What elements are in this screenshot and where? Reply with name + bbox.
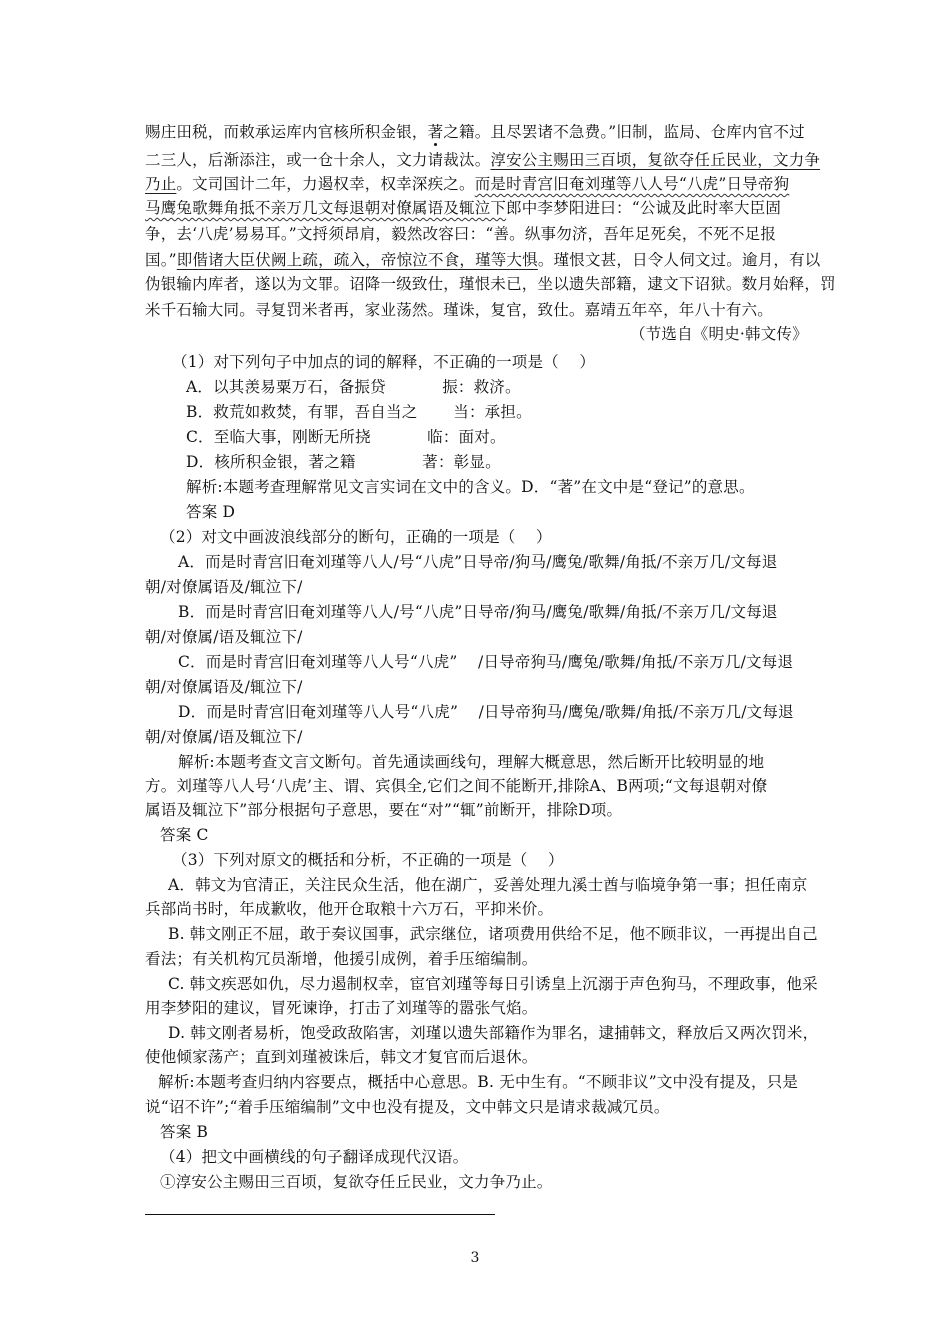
wavy-underlined-text-end: 马鹰兔歌舞角抵不亲万几文每退朝对僚属语及辄泣下 — [145, 199, 507, 217]
emphasis-dot-char: 著 — [427, 123, 444, 141]
q1-answer: 答案 D — [186, 503, 236, 521]
q2-option-d-line1: D．而是时青宫旧奄刘瑾等八人号“八虎” /日导帝狗马/鹰兔/歌舞/角抵/不亲万几/文每退 — [178, 703, 794, 721]
q3-option-d-line2: 使他倾家荡产；直到刘瑾被诛后，韩文才复官而后退休。 — [145, 1048, 538, 1066]
q2-option-b-line2: 朝/对僚属/语及辄泣下/ — [145, 628, 303, 646]
q2-analysis-line2: 方。刘瑾等八人号‘八虎’主、谓、宾俱全,它们之间不能断开,排除A、B两项;“文每退朝对僚 — [145, 777, 768, 795]
underlined-sentence-1-end: 乃止 — [145, 175, 177, 193]
q2-option-a-line2: 朝/对僚属语及/辄泣下/ — [145, 578, 303, 596]
q3-option-b-line2: 看法；有关机构冗员渐增，他援引成例，着手压缩编制。 — [145, 950, 538, 968]
q1-option-b: B．救荒如救焚，有罪，吾自当之 当：承担。 — [186, 403, 532, 421]
q3-analysis-line2: 说“诏不许”;“着手压缩编制”文中也没有提及，文中韩文只是请求裁减冗员。 — [145, 1098, 670, 1116]
q1-stem: （1）对下列句子中加点的词的解释，不正确的一项是（ ） — [172, 353, 596, 371]
q2-stem: （2）对文中画波浪线部分的断句，正确的一项是（ ） — [160, 528, 552, 546]
q2-analysis-line1: 解析:本题考查文言文断句。首先通读画线句，理解大概意思，然后断开比较明显的地 — [178, 753, 765, 771]
q3-option-b-line1: B. 韩文刚正不屈，敢于奏议国事，武宗继位，诸项费用供给不足，他不顾非议，一再提出自己 — [168, 925, 818, 943]
passage-line-2: 二三人，后渐添注，或一仓十余人，文力请裁汰。淳安公主赐田三百顷，复欲夺任丘民业，文力争 — [145, 151, 821, 169]
q2-option-c-line1: C．而是时青宫旧奄刘瑾等八人号“八虎” /日导帝狗马/鹰兔/歌舞/角抵/不亲万几/文每退 — [178, 653, 794, 671]
page-number: 3 — [470, 1250, 480, 1266]
q2-option-d-line2: 朝/对僚属/语及辄泣下/ — [145, 728, 303, 746]
passage-line-7: 伪银输内库者，遂以为文罪。诏降一级致仕，瑾恨未已，坐以遗失部籍，逮文下诏狱。数月始释，罚 — [145, 275, 836, 293]
q3-option-a-line2: 兵部尚书时，年成歉收，他开仓取粮十六万石，平抑米价。 — [145, 900, 554, 918]
q3-stem: （3）下列对原文的概括和分析，不正确的一项是（ ） — [172, 851, 564, 869]
q3-option-a-line1: A．韩文为官清正，关注民众生活，他在湖广，妥善处理九溪士酋与临境争第一事；担任南京 — [168, 876, 808, 894]
q2-option-a-line1: A．而是时青宫旧奄刘瑾等八人/号“八虎”日导帝/狗马/鹰兔/歌舞/角抵/不亲万几/文每退 — [178, 553, 778, 571]
q1-analysis: 解析:本题考查理解常见文言实词在文中的含义。D．“著”在文中是“登记”的意思。 — [186, 478, 755, 496]
q3-answer: 答案 B — [160, 1123, 209, 1141]
passage-line-1: 赐庄田税，而敕承运库内官核所积金银，著之籍。且尽罢诸不急费。”旧制，监局、仓库内官不过 — [145, 123, 805, 141]
q3-option-c-line2: 用李梦阳的建议，冒死谏诤，打击了刘瑾等的嚣张气焰。 — [145, 999, 538, 1017]
underlined-sentence-1: 淳安公主赐田三百顷，复欲夺任丘民业，文力争 — [490, 151, 821, 169]
q2-answer: 答案 C — [160, 826, 209, 844]
passage-line-4: 马鹰兔歌舞角抵不亲万几文每退朝对僚属语及辄泣下郎中李梦阳进曰：“公诚及此时率大臣固 — [145, 199, 782, 217]
q2-analysis-line3: 属语及辄泣下”部分根据句子意思，要在“对”“辄”前断开，排除D项。 — [145, 801, 623, 819]
q3-analysis-line1: 解析:本题考查归纳内容要点，概括中心意思。B. 无中生有。“不顾非议”文中没有提及，只是 — [158, 1073, 799, 1091]
passage-line-5: 争，去‘八虎’易易耳。”文捋须昂肩，毅然改容曰：“善。纵事勿济，吾年足死矣，不死不足报 — [145, 225, 777, 243]
passage-line-6: 国。”即偕诸大臣伏阙上疏，疏入，帝惊泣不食，瑾等大惧。瑾恨文甚，日令人伺文过。逾月，有以 — [145, 251, 821, 269]
q4-item-1: ①淳安公主赐田三百顷，复欲夺任丘民业，文力争乃止。 — [160, 1173, 553, 1191]
passage-source: （节选自《明史·韩文传》 — [630, 325, 808, 343]
wavy-underlined-text: 而是时青宫旧奄刘瑾等八人号“八虎”日导帝狗 — [474, 175, 790, 193]
q1-option-c: C．至临大事，刚断无所挠 临：面对。 — [186, 428, 506, 446]
q3-option-c-line1: C. 韩文疾恶如仇，尽力遏制权幸，宦官刘瑾等每日引诱皇上沉溺于声色狗马，不理政事，他采 — [168, 975, 818, 993]
q4-stem: （4）把文中画横线的句子翻译成现代汉语。 — [160, 1148, 469, 1166]
q2-option-b-line1: B．而是时青宫旧奄刘瑾等八人/号“八虎”日导帝/狗马/鹰兔/歌舞/角抵/不亲万几/文每退 — [178, 603, 778, 621]
underlined-sentence-2: 即偕诸大臣伏阙上疏，疏入，帝惊泣不食，瑾等大惧 — [176, 251, 538, 269]
q2-option-c-line2: 朝/对僚属语及/辄泣下/ — [145, 678, 303, 696]
answer-blank-line — [145, 1214, 495, 1215]
q3-option-d-line1: D. 韩文刚者易析，饱受政敌陷害，刘瑾以遗失部籍作为罪名，逮捕韩文，释放后又两次罚米， — [168, 1024, 819, 1042]
passage-line-8: 米千石输大同。寻复罚米者再，家业荡然。瑾诛，复官，致仕。嘉靖五年卒，年八十有六。 — [145, 301, 774, 319]
q1-option-a: A．以其羡易粟万石，备振贷 振：救济。 — [186, 378, 521, 396]
passage-line-3: 乃止。文司国计二年，力遏权幸，权幸深疾之。而是时青宫旧奄刘瑾等八人号“八虎”日导帝狗 — [145, 175, 790, 193]
q1-option-d: D．核所积金银，著之籍 著：彰显。 — [186, 453, 501, 471]
